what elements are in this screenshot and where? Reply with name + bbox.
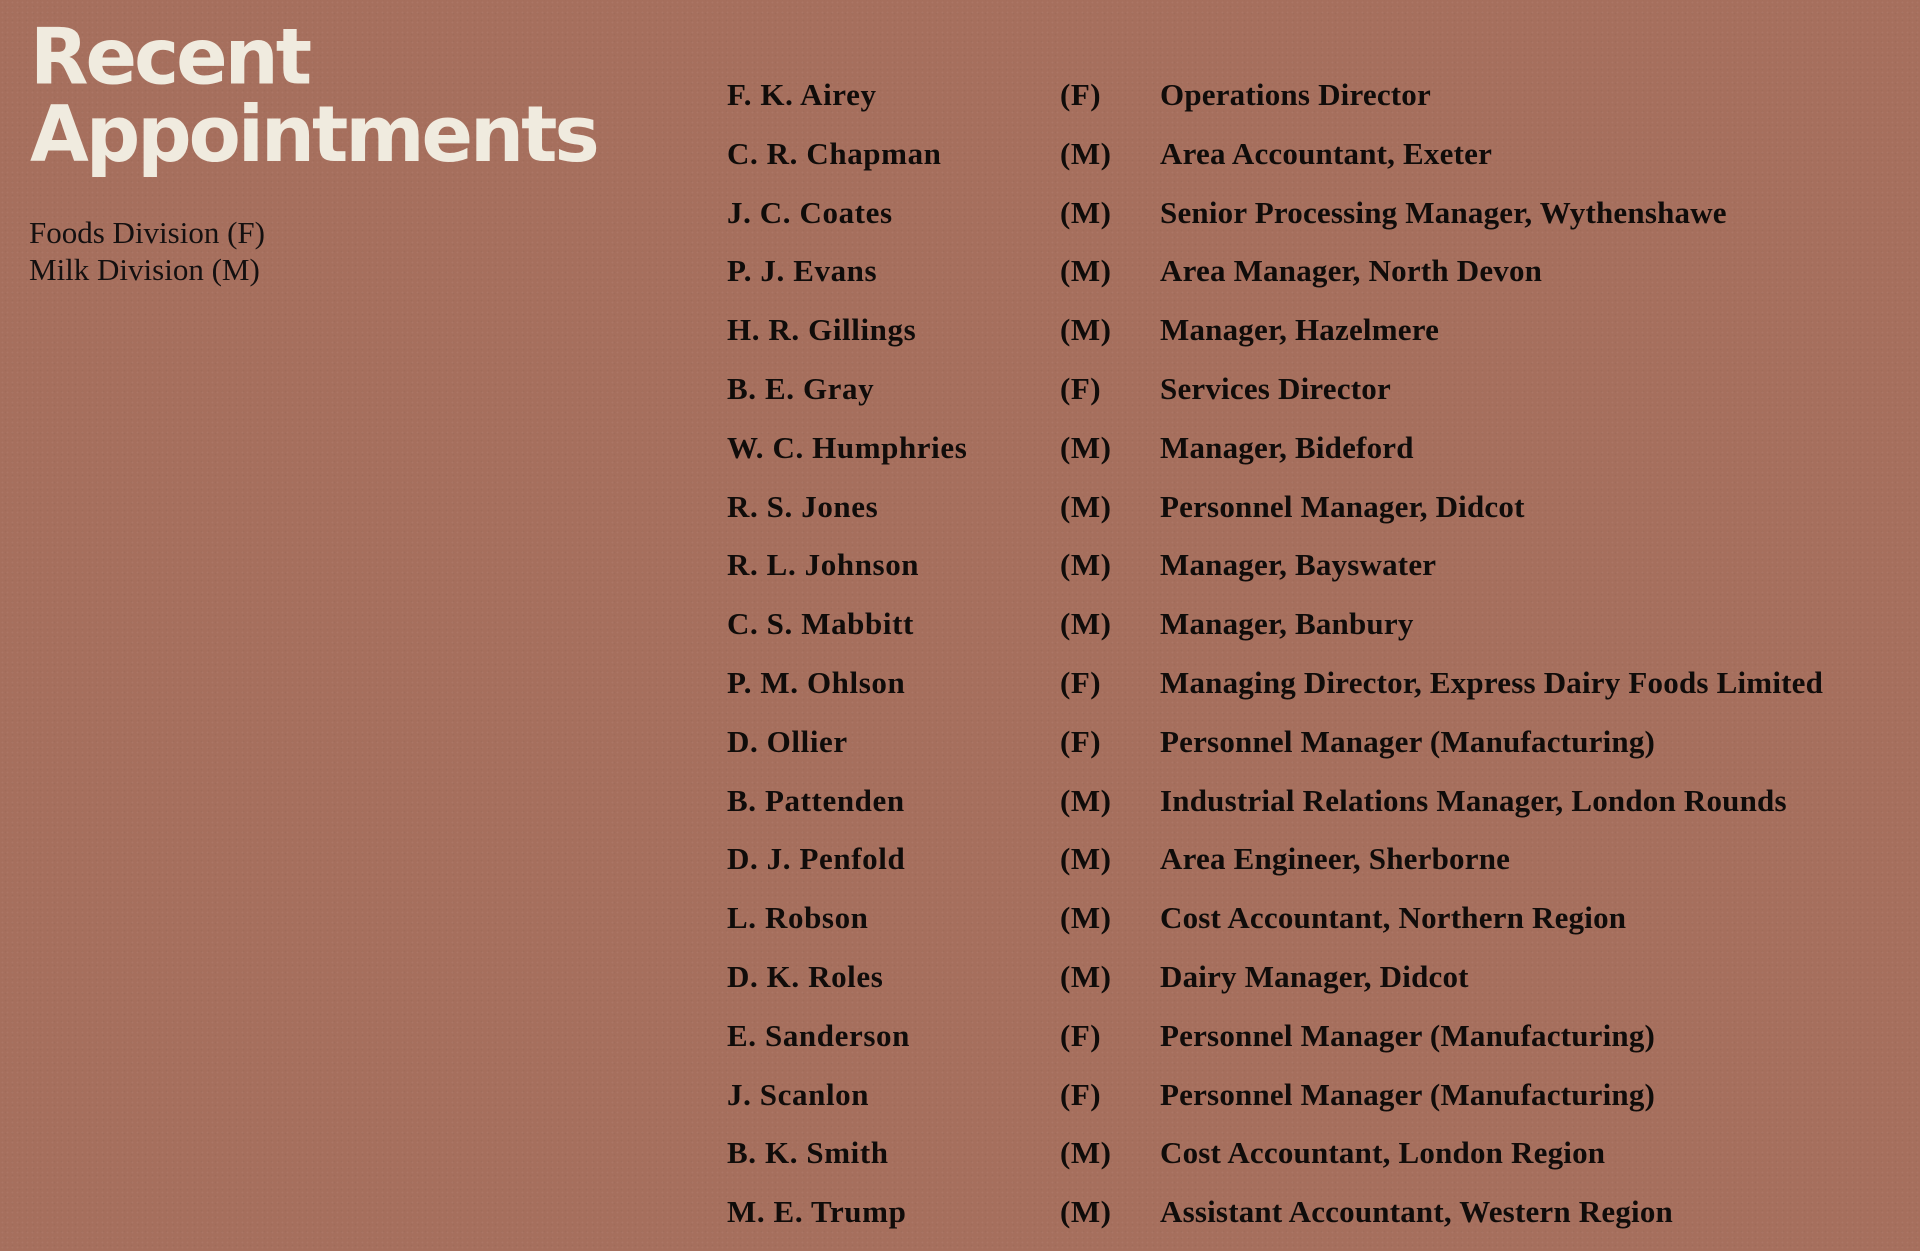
division-code: (M) [1060, 429, 1112, 465]
appointee-name: J. C. Coates [727, 194, 893, 230]
division-code: (M) [1060, 253, 1112, 289]
appointment-row [727, 1066, 1907, 1125]
division-code: (M) [1060, 194, 1112, 230]
appointment-role: Assistant Accountant, Western Region [1160, 1194, 1673, 1230]
division-code: (M) [1060, 135, 1112, 171]
appointment-row [727, 1007, 1907, 1066]
appointment-row [727, 242, 1907, 301]
appointment-role: Cost Accountant, Northern Region [1160, 900, 1627, 936]
division-code: (M) [1060, 606, 1112, 642]
title-block [30, 10, 597, 180]
appointee-name: P. J. Evans [727, 253, 878, 289]
legend-foods-division: Foods Division (F) [29, 215, 265, 250]
appointee-name: C. S. Mabbitt [727, 606, 914, 642]
appointment-row [727, 595, 1907, 654]
appointee-name: B. Pattenden [727, 782, 905, 818]
appointment-row [727, 1124, 1907, 1183]
division-code: (M) [1060, 1194, 1112, 1230]
appointment-row [727, 654, 1907, 713]
appointment-role: Senior Processing Manager, Wythenshawe [1160, 194, 1727, 230]
appointee-name: D. K. Roles [727, 958, 884, 994]
appointee-name: C. R. Chapman [727, 135, 942, 171]
appointee-name: D. Ollier [727, 723, 848, 759]
page-title-line-1: Recent [30, 10, 310, 102]
appointment-role: Personnel Manager, Didcot [1160, 488, 1525, 524]
appointee-name: W. C. Humphries [727, 429, 968, 465]
appointment-row [727, 66, 1907, 125]
division-code: (F) [1060, 77, 1102, 112]
appointee-name: M. E. Trump [727, 1194, 907, 1230]
appointment-row [727, 419, 1907, 478]
appointment-role: Personnel Manager (Manufacturing) [1160, 1076, 1656, 1112]
appointee-name: F. K. Airey [727, 77, 877, 112]
appointee-name: B. E. Gray [727, 370, 875, 406]
appointment-row [727, 948, 1907, 1007]
appointment-role: Services Director [1160, 370, 1391, 406]
page-title [30, 10, 597, 180]
appointment-role: Manager, Hazelmere [1160, 312, 1440, 348]
appointment-row [727, 772, 1907, 831]
appointment-row [727, 125, 1907, 184]
appointee-name: H. R. Gillings [727, 312, 917, 348]
division-code: (F) [1060, 370, 1102, 406]
division-code: (F) [1060, 1017, 1102, 1053]
appointments-list [727, 66, 1907, 1242]
appointment-role: Manager, Bayswater [1160, 547, 1437, 583]
appointee-name: R. L. Johnson [727, 547, 920, 583]
appointee-name: D. J. Penfold [727, 841, 906, 877]
appointee-name: L. Robson [727, 900, 869, 936]
division-code: (F) [1060, 664, 1102, 700]
appointee-name: B. K. Smith [727, 1135, 889, 1171]
appointment-row [727, 301, 1907, 360]
appointee-name: E. Sanderson [727, 1017, 910, 1053]
appointment-row [727, 1183, 1907, 1242]
appointment-row [727, 360, 1907, 419]
appointment-role: Area Engineer, Sherborne [1160, 841, 1511, 877]
appointment-role: Area Accountant, Exeter [1160, 135, 1493, 171]
division-code: (F) [1060, 1076, 1102, 1112]
division-code: (M) [1060, 841, 1112, 877]
appointee-name: R. S. Jones [727, 488, 879, 524]
division-code: (M) [1060, 312, 1112, 348]
division-code: (M) [1060, 782, 1112, 818]
division-code: (M) [1060, 900, 1112, 936]
appointment-role: Area Manager, North Devon [1160, 253, 1543, 289]
appointment-role: Manager, Bideford [1160, 429, 1414, 465]
appointment-row [727, 478, 1907, 537]
appointment-row [727, 536, 1907, 595]
appointee-name: J. Scanlon [727, 1076, 870, 1112]
appointment-role: Personnel Manager (Manufacturing) [1160, 723, 1656, 759]
appointment-role: Managing Director, Express Dairy Foods Limited [1160, 664, 1824, 700]
appointment-row [727, 184, 1907, 243]
appointment-role: Manager, Banbury [1160, 606, 1414, 642]
division-code: (M) [1060, 958, 1112, 994]
division-code: (M) [1060, 1135, 1112, 1171]
division-legend [29, 214, 265, 288]
appointment-role: Operations Director [1160, 77, 1431, 112]
appointment-row [727, 713, 1907, 772]
appointment-role: Industrial Relations Manager, London Rounds [1160, 782, 1787, 818]
appointment-role: Personnel Manager (Manufacturing) [1160, 1017, 1656, 1053]
page-title-line-2: Appointments [30, 88, 597, 180]
appointment-row [727, 889, 1907, 948]
division-code: (F) [1060, 723, 1102, 759]
appointment-role: Cost Accountant, London Region [1160, 1135, 1606, 1171]
division-code: (M) [1060, 488, 1112, 524]
division-code: (M) [1060, 547, 1112, 583]
appointee-name: P. M. Ohlson [727, 664, 906, 700]
appointment-row [727, 830, 1907, 889]
appointment-role: Dairy Manager, Didcot [1160, 958, 1469, 994]
legend-milk-division: Milk Division (M) [29, 252, 260, 287]
